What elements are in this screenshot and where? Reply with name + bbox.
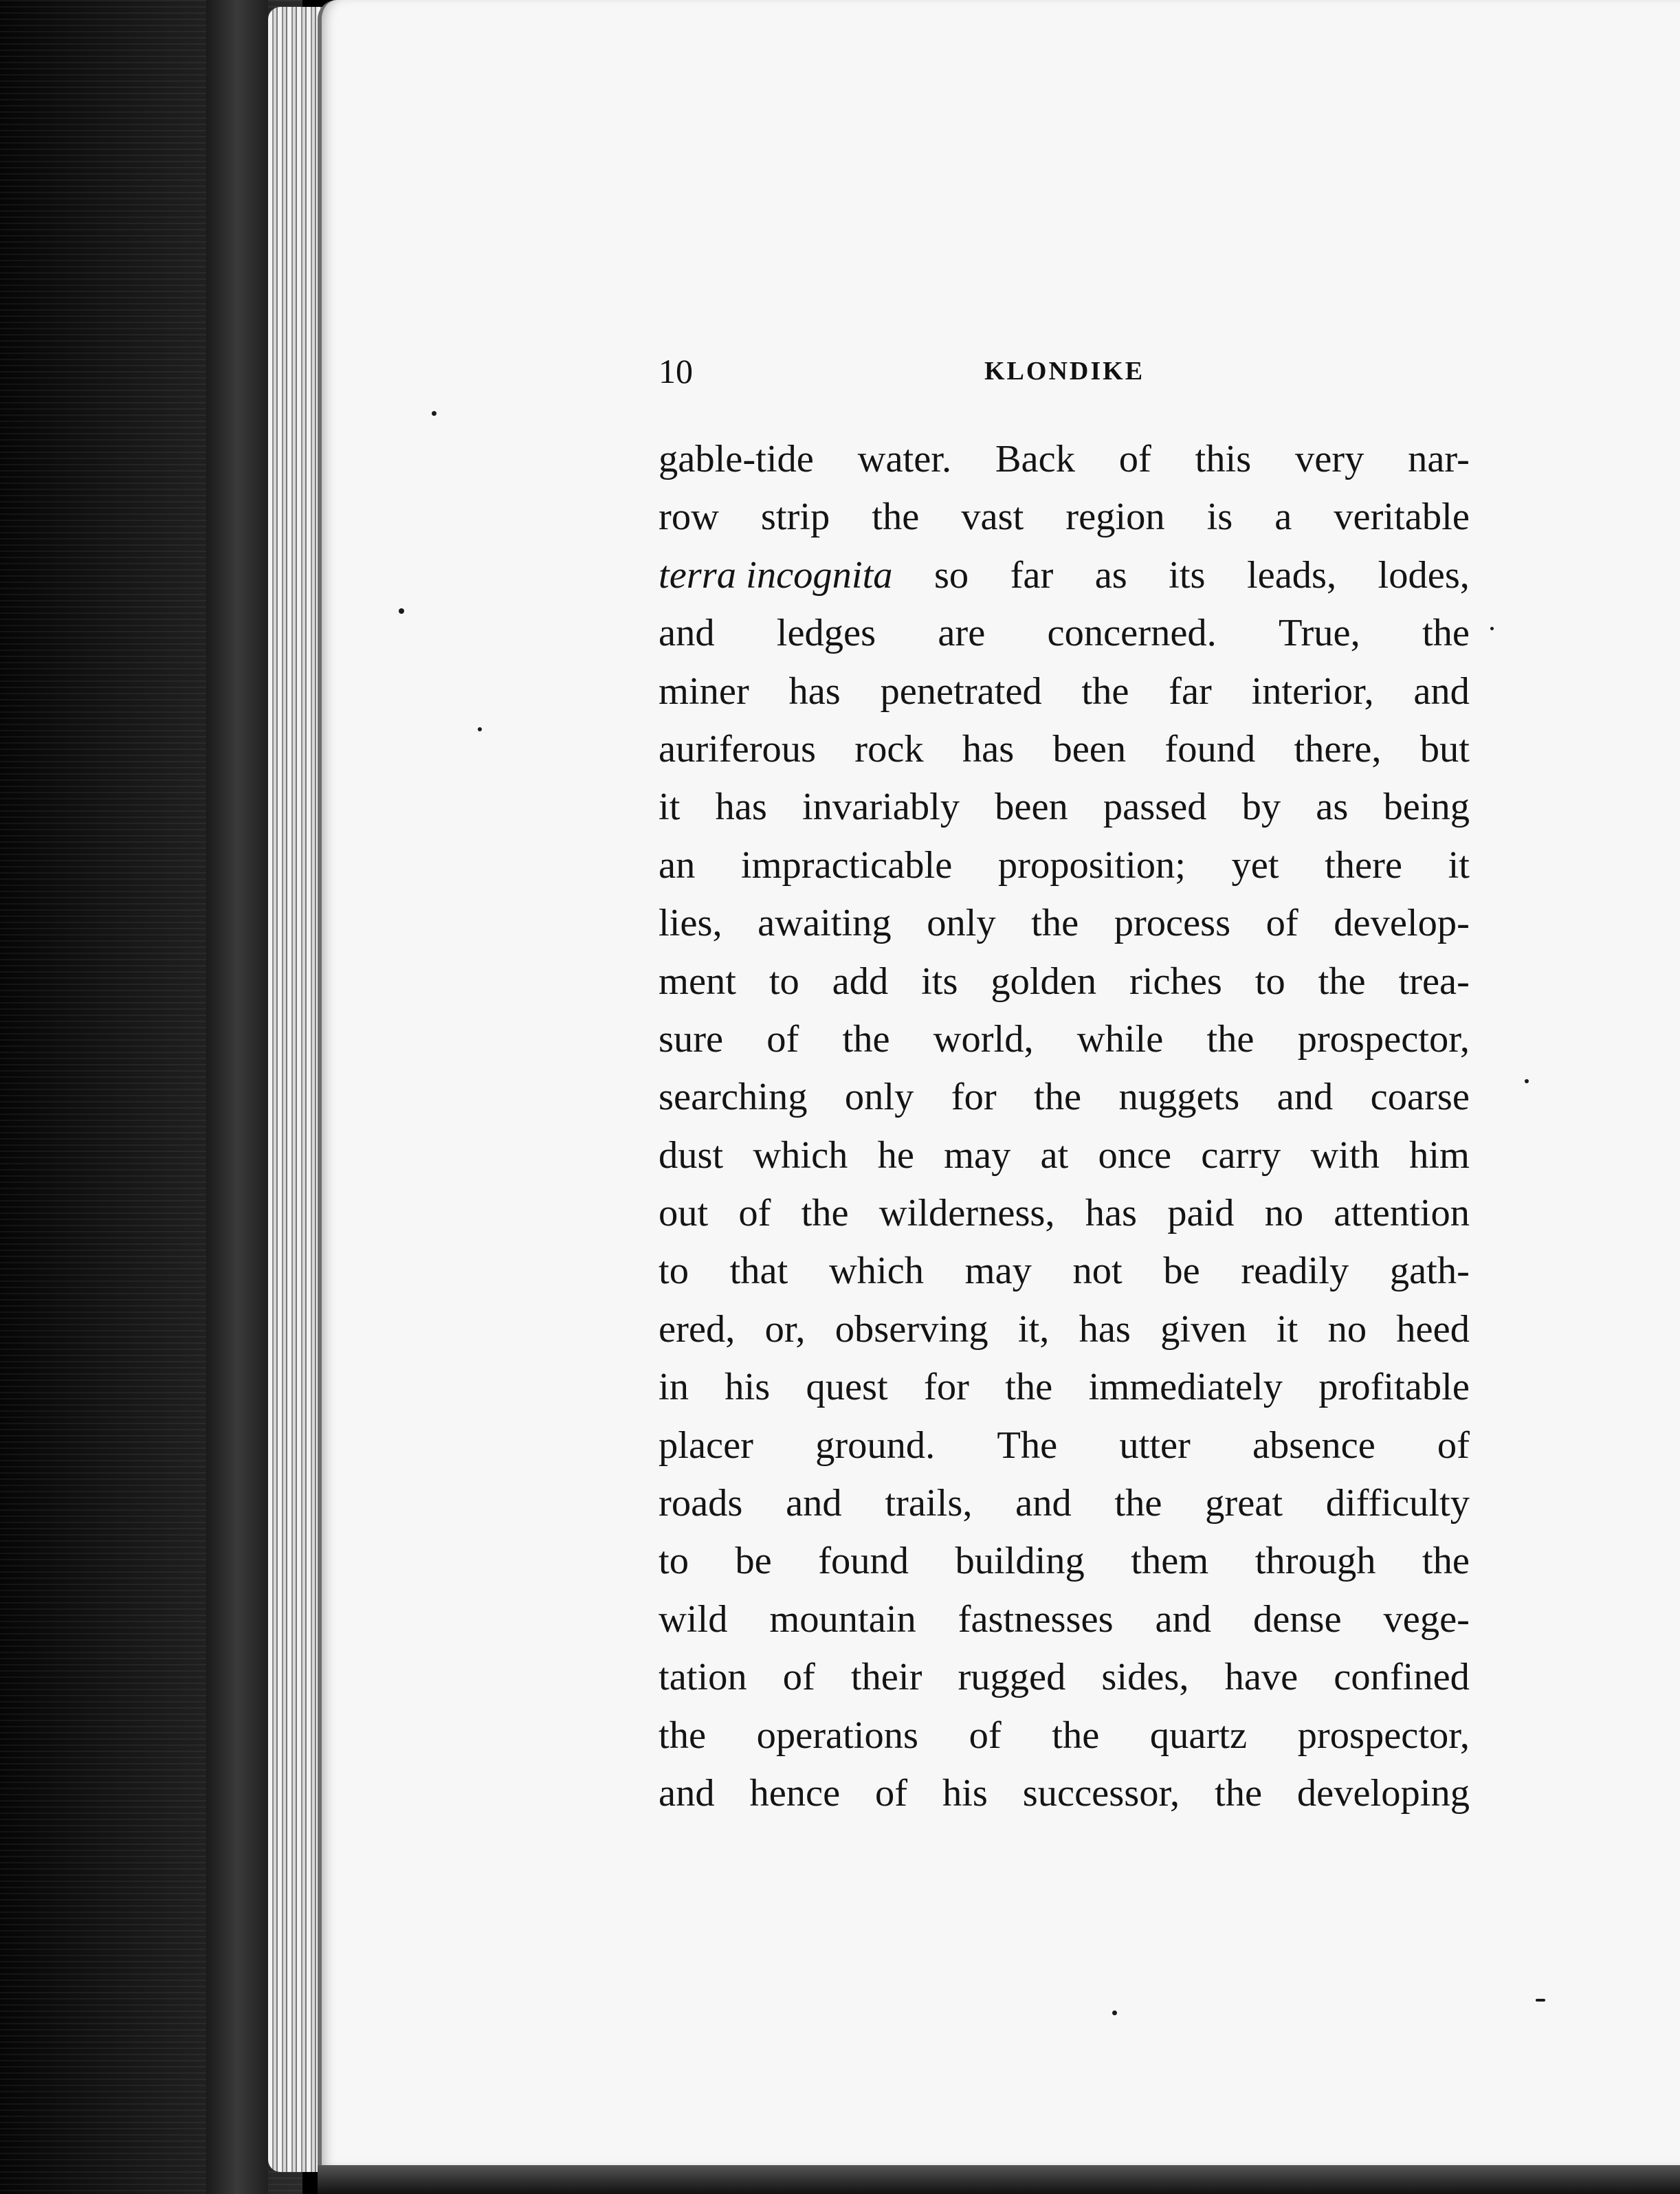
word: for: [924, 1366, 969, 1409]
text-line: [659, 1417, 1470, 1474]
word: attention: [1334, 1192, 1470, 1235]
word: may: [944, 1133, 1011, 1177]
word: of: [969, 1714, 1002, 1757]
page-bottom-shadow: [318, 2165, 1680, 2194]
word: auriferous: [659, 727, 817, 771]
text-line: [659, 1068, 1470, 1126]
word: no: [1264, 1192, 1304, 1235]
word: there: [1325, 843, 1403, 887]
word: ment: [659, 960, 736, 1003]
word: has: [788, 669, 841, 713]
text-line: [659, 1532, 1470, 1590]
word: of: [875, 1771, 908, 1815]
word: impracticable: [740, 843, 953, 887]
word: and: [1276, 1076, 1334, 1119]
word: only: [844, 1076, 914, 1119]
book-binding: [0, 0, 302, 2194]
word: wilderness,: [878, 1192, 1055, 1235]
word: region: [1065, 496, 1165, 539]
word: been: [995, 786, 1068, 829]
text-line: [659, 1010, 1470, 1068]
word: coarse: [1370, 1076, 1470, 1119]
word: absence: [1252, 1423, 1375, 1467]
word: developing: [1296, 1771, 1470, 1815]
word: the: [1206, 1017, 1255, 1061]
word: to: [659, 1540, 689, 1583]
word: rugged: [958, 1656, 1066, 1699]
text-line: [659, 1358, 1470, 1416]
word: being: [1383, 786, 1470, 829]
word: hence: [749, 1771, 841, 1815]
word: roads: [659, 1482, 743, 1525]
word: the: [842, 1017, 890, 1061]
word: the: [1005, 1366, 1053, 1409]
word: miner: [659, 669, 749, 713]
word: found: [818, 1540, 909, 1583]
word: through: [1255, 1540, 1376, 1583]
word: paid: [1167, 1192, 1235, 1235]
word: nuggets: [1118, 1076, 1240, 1119]
word: immediately: [1088, 1366, 1283, 1409]
text-line: [659, 1300, 1470, 1358]
word: only: [927, 902, 996, 945]
word: of: [782, 1656, 815, 1699]
word: while: [1076, 1017, 1164, 1061]
word: searching: [659, 1076, 808, 1119]
text-line: [659, 953, 1470, 1010]
text-line: [659, 1764, 1470, 1822]
word: given: [1160, 1307, 1247, 1351]
word: or,: [764, 1307, 806, 1351]
word: found: [1164, 727, 1256, 771]
text-line: [659, 488, 1470, 546]
word: mountain: [769, 1597, 916, 1641]
word: once: [1098, 1133, 1172, 1177]
word: at: [1040, 1133, 1069, 1177]
word: veritable: [1334, 496, 1470, 539]
word: and: [1413, 669, 1470, 713]
page-edges: [268, 7, 323, 2172]
word: which: [753, 1133, 848, 1177]
word: their: [850, 1656, 922, 1699]
word: with: [1310, 1133, 1380, 1177]
text-line: [659, 1242, 1470, 1300]
text-line: [659, 1707, 1470, 1764]
word: trails,: [885, 1482, 973, 1525]
word: and: [786, 1482, 842, 1525]
text-line: [659, 1648, 1470, 1706]
word: an: [659, 843, 696, 887]
word: a: [1274, 496, 1292, 539]
scan-speck: [478, 727, 482, 731]
binding-spine-edge: [206, 0, 268, 2194]
word: it,: [1017, 1307, 1050, 1351]
text-line: [659, 836, 1470, 894]
page-number: 10: [659, 352, 693, 390]
word: dense: [1252, 1597, 1342, 1641]
word: may: [964, 1250, 1032, 1293]
running-header: [659, 347, 1470, 395]
word: concerned.: [1047, 612, 1217, 655]
word: and: [1155, 1597, 1212, 1641]
word: placer: [659, 1423, 753, 1467]
word: it: [659, 786, 681, 829]
word: water.: [857, 438, 952, 480]
word: of: [1265, 902, 1298, 945]
word: add: [832, 960, 889, 1003]
word: nar-: [1408, 438, 1470, 480]
word: lodes,: [1378, 553, 1470, 597]
word: been: [1052, 727, 1127, 771]
word: it: [1448, 843, 1470, 887]
word: trea-: [1398, 960, 1470, 1003]
word: quartz: [1149, 1714, 1248, 1757]
word: strip: [760, 496, 830, 539]
word: to: [1255, 960, 1285, 1003]
word: very: [1294, 438, 1364, 480]
word: him: [1409, 1133, 1470, 1177]
scan-speck: [1525, 1079, 1529, 1083]
word: as: [1094, 553, 1127, 597]
word: the: [801, 1192, 849, 1235]
word: wild: [659, 1597, 728, 1641]
word: heed: [1396, 1307, 1470, 1351]
scan-speck: [399, 608, 404, 614]
text-line: [659, 1591, 1470, 1648]
word: so: [933, 553, 969, 597]
word: but: [1419, 727, 1470, 771]
text-line: [659, 894, 1470, 952]
word: be: [735, 1540, 772, 1583]
word: of: [1437, 1423, 1470, 1467]
word: by: [1241, 786, 1281, 829]
word: The: [997, 1423, 1058, 1467]
text-line: [659, 430, 1470, 488]
word: vege-: [1383, 1597, 1470, 1641]
word: golden: [991, 960, 1097, 1003]
word: have: [1224, 1656, 1298, 1699]
word: sides,: [1101, 1656, 1189, 1699]
word: quest: [806, 1366, 888, 1409]
scan-speck: [1536, 1999, 1545, 2002]
word: gath-: [1389, 1250, 1470, 1293]
word: that: [729, 1250, 788, 1293]
word: carry: [1201, 1133, 1281, 1177]
word: no: [1327, 1307, 1367, 1351]
word: it: [1276, 1307, 1298, 1351]
word: be: [1163, 1250, 1200, 1293]
word: has: [962, 727, 1015, 771]
word: far: [1010, 553, 1054, 597]
word: Back: [995, 438, 1075, 480]
word: the: [1422, 612, 1470, 655]
word: he: [877, 1133, 914, 1177]
word: lies,: [659, 902, 722, 945]
word: utter: [1119, 1423, 1191, 1467]
word: ledges: [776, 612, 876, 655]
word: his: [725, 1366, 771, 1409]
word: True,: [1278, 612, 1360, 655]
word: vast: [961, 496, 1024, 539]
word: great: [1205, 1482, 1283, 1525]
word: world,: [933, 1017, 1034, 1061]
word: of: [766, 1017, 799, 1061]
word: building: [955, 1540, 1085, 1583]
word: interior,: [1251, 669, 1374, 713]
word: are: [938, 612, 986, 655]
word: invariably: [802, 786, 960, 829]
word: riches: [1129, 960, 1222, 1003]
word: ered,: [659, 1307, 736, 1351]
body-text: [659, 430, 1470, 1822]
word: rock: [854, 727, 924, 771]
word: the: [1081, 669, 1129, 713]
word: of: [1118, 438, 1151, 480]
word: penetrated: [880, 669, 1042, 713]
word: there,: [1294, 727, 1382, 771]
word: of: [738, 1192, 771, 1235]
word: the: [1031, 902, 1079, 945]
word: fastnesses: [958, 1597, 1114, 1641]
word: gable-tide: [659, 438, 814, 480]
word: passed: [1103, 786, 1207, 829]
word: and: [659, 612, 715, 655]
scan-speck: [432, 411, 436, 416]
word: his: [942, 1771, 988, 1815]
word: the: [1422, 1540, 1470, 1583]
word: has: [715, 786, 767, 829]
word: proposition;: [997, 843, 1186, 887]
word: far: [1169, 669, 1212, 713]
word: operations: [756, 1714, 918, 1757]
text-line: [659, 720, 1470, 778]
word: prospector,: [1297, 1017, 1470, 1061]
word: leads,: [1246, 553, 1337, 597]
scan-speck: [1490, 627, 1494, 630]
text-line: [659, 778, 1470, 836]
word: to: [659, 1250, 689, 1293]
word: has: [1079, 1307, 1131, 1351]
word: and: [1015, 1482, 1072, 1525]
italic-phrase: terra incognita: [659, 553, 893, 597]
word: tation: [659, 1656, 747, 1699]
word: the: [1318, 960, 1366, 1003]
word: out: [659, 1192, 709, 1235]
word: the: [659, 1714, 707, 1757]
text-line: [659, 604, 1470, 662]
word: observing: [835, 1307, 988, 1351]
scan-speck: [1112, 2010, 1117, 2015]
word: sure: [659, 1017, 724, 1061]
word: difficulty: [1325, 1482, 1470, 1525]
text-line: [659, 1474, 1470, 1532]
word: prospector,: [1297, 1714, 1470, 1757]
word: not: [1072, 1250, 1123, 1293]
word: develop-: [1334, 902, 1470, 945]
word: the: [1114, 1482, 1162, 1525]
word: for: [951, 1076, 997, 1119]
word: as: [1316, 786, 1349, 829]
running-title: KLONDIKE: [984, 357, 1145, 386]
word: which: [828, 1250, 925, 1293]
word: dust: [659, 1133, 724, 1177]
word: the: [1215, 1771, 1263, 1815]
word: its: [1169, 553, 1206, 597]
word: to: [769, 960, 799, 1003]
word: this: [1195, 438, 1252, 480]
word: the: [1034, 1076, 1082, 1119]
word: confined: [1334, 1656, 1470, 1699]
text-line: [659, 663, 1470, 720]
word: the: [872, 496, 920, 539]
word: awaiting: [758, 902, 892, 945]
word: ground.: [815, 1423, 936, 1467]
word: the: [1052, 1714, 1100, 1757]
text-line: [659, 1184, 1470, 1242]
word: its: [921, 960, 958, 1003]
word: them: [1131, 1540, 1209, 1583]
word: successor,: [1022, 1771, 1180, 1815]
word: is: [1206, 496, 1233, 539]
word: readily: [1241, 1250, 1349, 1293]
word: in: [659, 1366, 689, 1409]
word: profitable: [1318, 1366, 1470, 1409]
text-line: [659, 546, 1470, 604]
text-line: [659, 1127, 1470, 1184]
word: process: [1114, 902, 1231, 945]
word: has: [1085, 1192, 1138, 1235]
word: and: [659, 1771, 715, 1815]
word: row: [659, 496, 719, 539]
word: yet: [1231, 843, 1279, 887]
